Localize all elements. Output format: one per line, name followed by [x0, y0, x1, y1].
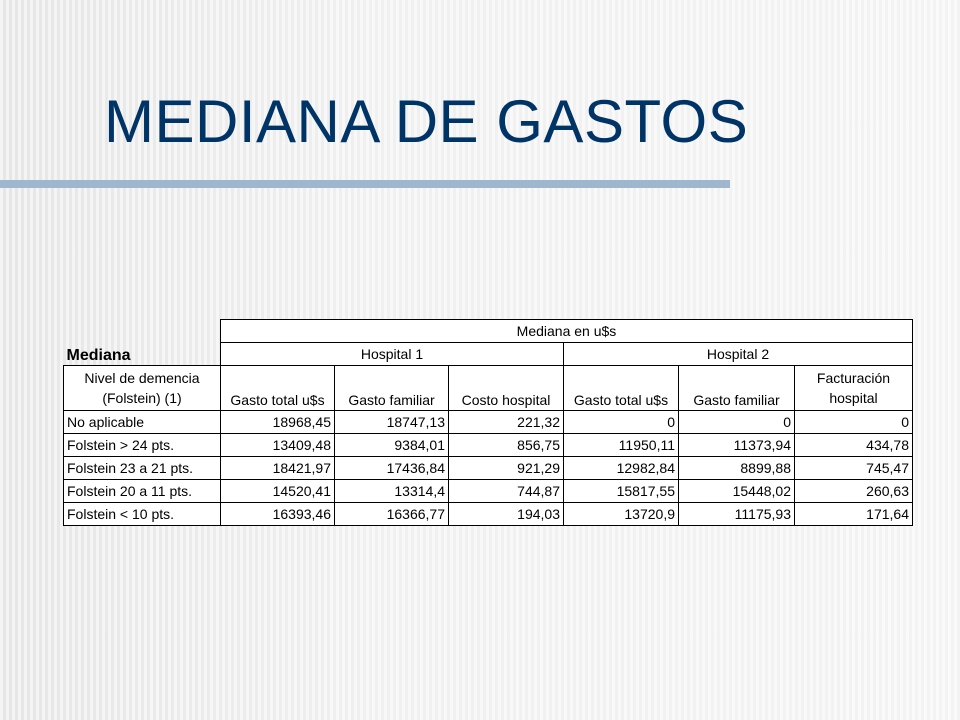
table-row	[64, 457, 913, 480]
col-header-h1-gasto-total: Gasto total u$s	[221, 366, 335, 411]
mediana-label: Mediana	[66, 347, 131, 364]
table-row	[64, 480, 913, 503]
cell-value: 13409,48	[221, 434, 335, 457]
cell-value: 14520,41	[221, 480, 335, 503]
row-label: Folstein > 24 pts.	[64, 434, 221, 457]
cell-value: 12982,84	[564, 457, 679, 480]
cell-value: 221,32	[449, 411, 564, 434]
cell-value: 9384,01	[335, 434, 449, 457]
cell-value: 11950,11	[564, 434, 679, 457]
cell-value: 17436,84	[335, 457, 449, 480]
cell-value: 745,47	[795, 457, 913, 480]
cell-value: 0	[679, 411, 795, 434]
cell-value: 8899,88	[679, 457, 795, 480]
cell-value: 11373,94	[679, 434, 795, 457]
cell-value: 194,03	[449, 503, 564, 526]
col-header-h1-costo-hospital: Costo hospital	[449, 366, 564, 411]
cell-value: 260,63	[795, 480, 913, 503]
cell-value: 15817,55	[564, 480, 679, 503]
row-label: Folstein 20 a 11 pts.	[64, 480, 221, 503]
row-label: Folstein < 10 pts.	[64, 503, 221, 526]
cell-value: 11175,93	[679, 503, 795, 526]
cell-value: 0	[795, 411, 913, 434]
table-row	[64, 503, 913, 526]
cell-value: 18421,97	[221, 457, 335, 480]
cell-value: 856,75	[449, 434, 564, 457]
cell-value: 13314,4	[335, 480, 449, 503]
hospital-1-header: Hospital 1	[221, 343, 564, 366]
cell-value: 171,64	[795, 503, 913, 526]
column-header-row	[64, 366, 913, 411]
hospital-2-header: Hospital 2	[564, 343, 913, 366]
cell-value: 921,29	[449, 457, 564, 480]
row-label: No aplicable	[64, 411, 221, 434]
median-expense-table	[63, 319, 913, 526]
cell-value: 16393,46	[221, 503, 335, 526]
row-label: Folstein 23 a 21 pts.	[64, 457, 221, 480]
expense-table-container	[63, 319, 913, 526]
empty-corner-cell	[64, 320, 221, 343]
col-header-h2-gasto-total: Gasto total u$s	[564, 366, 679, 411]
cell-value: 744,87	[449, 480, 564, 503]
cell-value: 15448,02	[679, 480, 795, 503]
table-row	[64, 411, 913, 434]
facturacion-header-line1: Facturación	[816, 370, 891, 386]
cell-value: 434,78	[795, 434, 913, 457]
table-row	[64, 434, 913, 457]
cell-value: 13720,9	[564, 503, 679, 526]
col-header-h2-facturacion-hospital	[795, 366, 913, 411]
title-underline	[0, 180, 730, 188]
cell-value: 18747,13	[335, 411, 449, 434]
slide-title: MEDIANA DE GASTOS	[104, 88, 749, 155]
dementia-level-header-line2: (Folstein) (1)	[102, 390, 182, 406]
col-header-h1-gasto-familiar: Gasto familiar	[335, 366, 449, 411]
cell-value: 0	[564, 411, 679, 434]
group-header-cell: Mediana en u$s	[221, 320, 913, 343]
facturacion-header-line2: hospital	[829, 390, 878, 406]
group-header-row	[64, 320, 913, 343]
hospital-header-row	[64, 343, 913, 366]
cell-value: 16366,77	[335, 503, 449, 526]
dementia-level-header-line1: Nivel de demencia	[84, 370, 200, 386]
col-header-h2-gasto-familiar: Gasto familiar	[679, 366, 795, 411]
cell-value: 18968,45	[221, 411, 335, 434]
dementia-level-header	[64, 366, 221, 411]
